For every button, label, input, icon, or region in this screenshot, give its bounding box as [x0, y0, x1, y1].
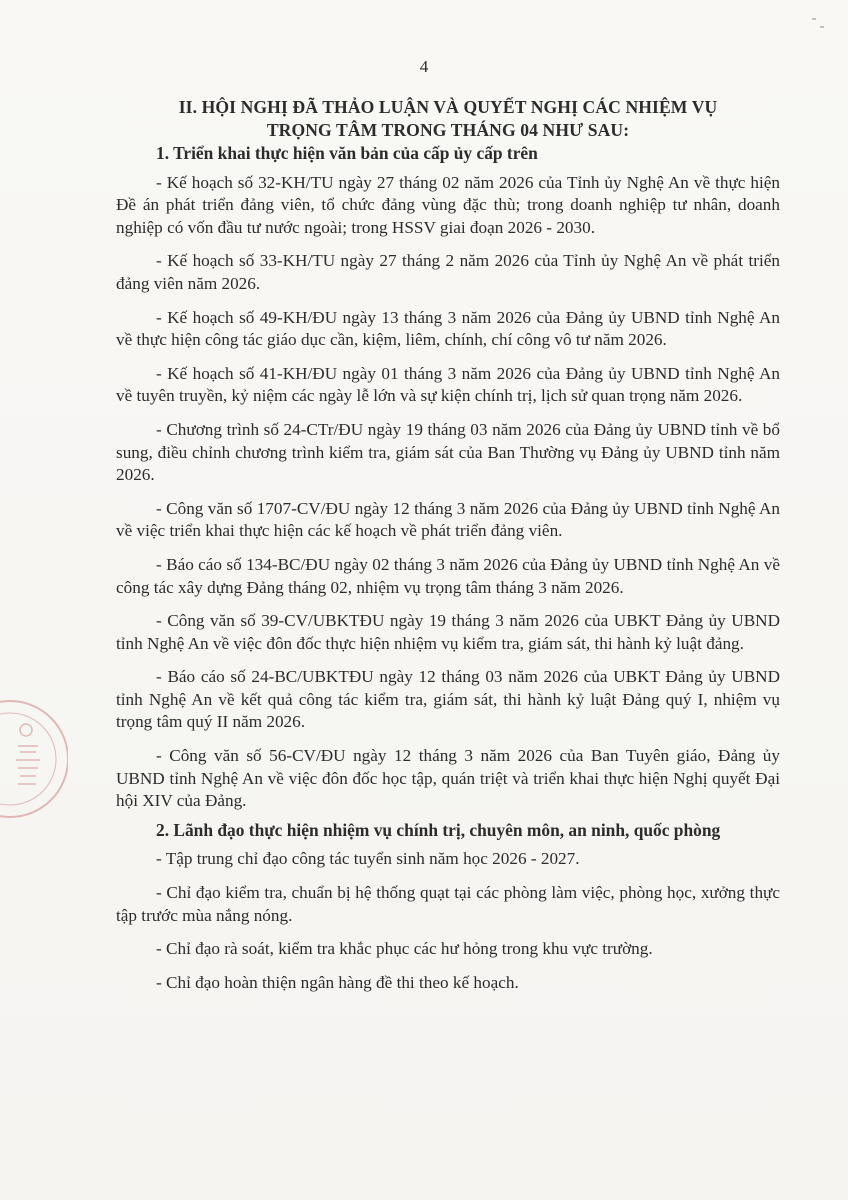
section-1-item: - Công văn số 56-CV/ĐU ngày 12 tháng 3 năm 2026 của Ban Tuyên giáo, Đảng ủy UBND tỉnh Nghệ An về việc đôn đốc học tập, quán triệt và triển khai thực hiện Nghị quyết Đại hội XIV của Đảng.	[116, 746, 780, 811]
section-2-item: - Chỉ đạo rà soát, kiểm tra khắc phục các hư hỏng trong khu vực trường.	[156, 939, 653, 959]
section-1-item: - Báo cáo số 134-BC/ĐU ngày 02 tháng 3 năm 2026 của Đảng ủy UBND tỉnh Nghệ An về công tác xây dựng Đảng tháng 02, nhiệm vụ trọng tâm tháng 3 năm 2026.	[116, 554, 780, 597]
main-heading	[116, 96, 780, 142]
page-number: 4	[419, 57, 429, 76]
section-1-item: - Báo cáo số 24-BC/UBKTĐU ngày 12 tháng 03 năm 2026 của UBKT Đảng ủy UBND tỉnh Nghệ An về kết quả công tác kiểm tra, giám sát, thi hành kỷ luật Đảng quý I, nhiệm vụ trọng tâm quý II năm 2026.	[116, 667, 780, 732]
main-heading-line-1: II. HỘI NGHỊ ĐÃ THẢO LUẬN VÀ QUYẾT NGHỊ CÁC NHIỆM VỤ	[178, 97, 718, 117]
section-1-title: 1. Triển khai thực hiện văn bản của cấp ủy cấp trên	[156, 143, 538, 163]
red-seal-stamp-icon	[0, 690, 68, 828]
scan-mark-icon	[810, 16, 830, 30]
section-2-item: - Tập trung chỉ đạo công tác tuyển sinh năm học 2026 - 2027.	[156, 849, 580, 869]
section-1-item: - Kế hoạch số 33-KH/TU ngày 27 tháng 2 năm 2026 của Tỉnh ủy Nghệ An về phát triển đảng viên năm 2026.	[116, 251, 780, 293]
section-2-title: 2. Lãnh đạo thực hiện nhiệm vụ chính trị, chuyên môn, an ninh, quốc phòng	[156, 819, 721, 840]
section-2-item: - Chỉ đạo hoàn thiện ngân hàng đề thi theo kế hoạch.	[156, 972, 519, 992]
section-2-item: - Chỉ đạo kiểm tra, chuẩn bị hệ thống quạt tại các phòng làm việc, phòng học, xưởng thực tập trước mùa nắng nóng.	[116, 883, 780, 925]
section-1-item: - Chương trình số 24-CTr/ĐU ngày 19 tháng 03 năm 2026 của Đảng ủy UBND tỉnh về bổ sung, điều chỉnh chương trình kiểm tra, giám sát của Ban Thường vụ Đảng ủy UBND tỉnh năm 2026.	[116, 419, 780, 485]
section-1-item: - Kế hoạch số 32-KH/TU ngày 27 tháng 02 năm 2026 của Tỉnh ủy Nghệ An về thực hiện Đề án phát triển đảng viên, tổ chức đảng vùng đặc thù; trong doanh nghiệp tư nhân, doanh nghiệp có vốn đầu tư nước ngoài; trong HSSV giai đoạn 2026 - 2030.	[116, 172, 780, 237]
document-body	[116, 96, 780, 994]
section-1-item: - Kế hoạch số 49-KH/ĐU ngày 13 tháng 3 năm 2026 của Đảng ủy UBND tỉnh Nghệ An về thực hiện công tác giáo dục cần, kiệm, liêm, chính, chí công vô tư năm 2026.	[116, 307, 780, 350]
section-1-item: - Công văn số 1707-CV/ĐU ngày 12 tháng 3 năm 2026 của Đảng ủy UBND tỉnh Nghệ An về việc triển khai thực hiện các kế hoạch về phát triển đảng viên.	[116, 498, 780, 541]
section-1-item: - Công văn số 39-CV/UBKTĐU ngày 19 tháng 3 năm 2026 của UBKT Đảng ủy UBND tỉnh Nghệ An về việc đôn đốc thực hiện nhiệm vụ kiểm tra, giám sát, thi hành kỷ luật đảng.	[116, 611, 780, 653]
section-1-item: - Kế hoạch số 41-KH/ĐU ngày 01 tháng 3 năm 2026 của Đảng ủy UBND tỉnh Nghệ An về tuyên truyền, kỷ niệm các ngày lễ lớn và sự kiện chính trị, lịch sử quan trọng năm 2026.	[116, 363, 780, 406]
main-heading-line-2: TRỌNG TÂM TRONG THÁNG 04 NHƯ SAU:	[266, 120, 630, 140]
